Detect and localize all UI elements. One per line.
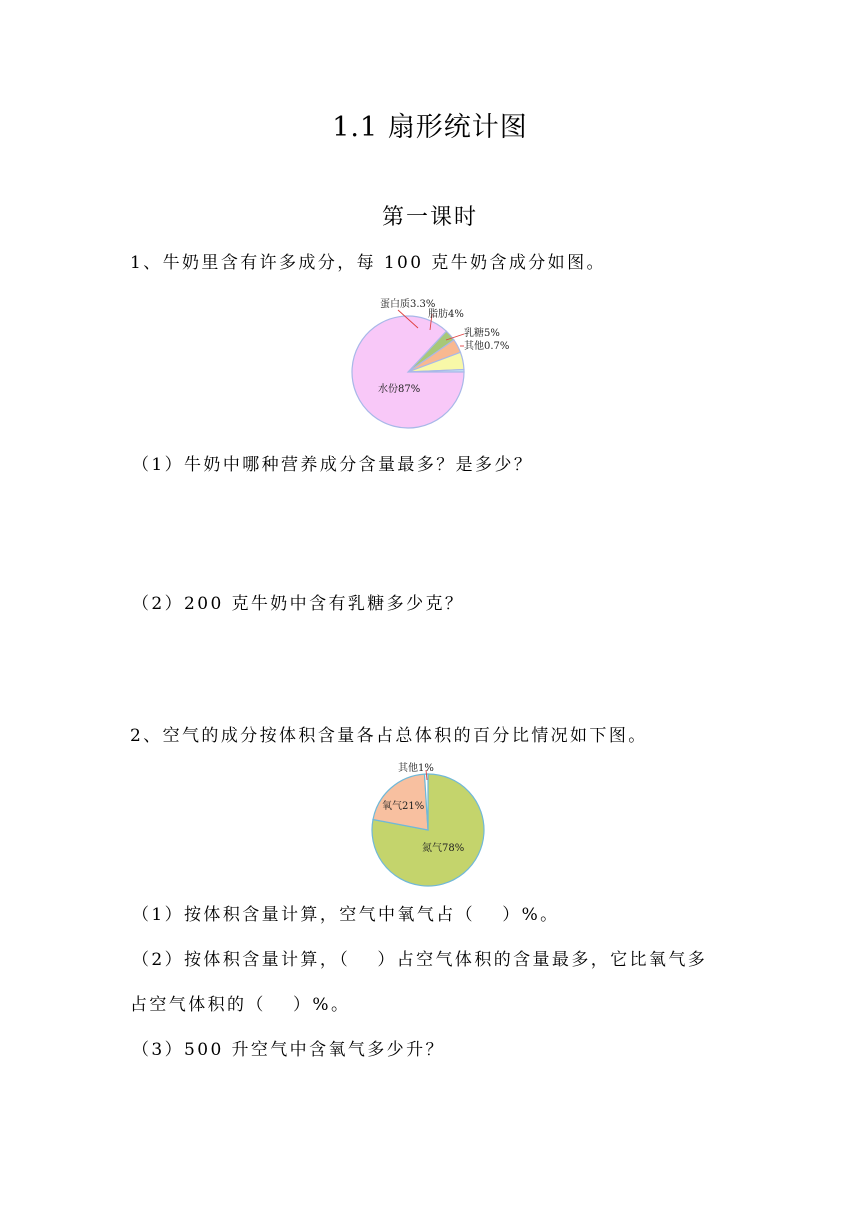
lesson-subtitle: 第一课时 (381, 205, 478, 230)
milk-pie-chart (340, 292, 520, 432)
question-2-stem: 2、空气的成分按体积含量各占总体积的百分比情况如下图。 (130, 726, 648, 746)
slice-label: 蛋白质3.3% (380, 299, 436, 310)
slice-label: 氧气21% (382, 801, 425, 812)
question-1-stem: 1、牛奶里含有许多成分，每 100 克牛奶含成分如图。 (130, 253, 606, 273)
slice-label: 其他1% (398, 763, 434, 774)
air-pie-chart (360, 758, 500, 890)
slice-label: 氮气78% (422, 843, 465, 854)
question-2-part-1: （1）按体积含量计算，空气中氧气占（ ）%。 (132, 905, 560, 925)
question-1-part-2: （2）200 克牛奶中含有乳糖多少克？ (132, 594, 465, 614)
question-2-part-2: （2）按体积含量计算，（ ）占空气体积的含量最多，它比氧气多 (132, 950, 708, 970)
slice-label: 其他0.7% (464, 341, 510, 352)
question-1-part-1: （1）牛奶中哪种营养成分含量最多？是多少？ (132, 455, 534, 475)
question-2-part-3: （3）500 升空气中含氧气多少升？ (132, 1040, 445, 1060)
question-2-part-2-cont: 占空气体积的（ ）%。 (130, 995, 351, 1015)
slice-label: 乳糖5% (464, 328, 500, 339)
slice-label: 脂肪4% (428, 309, 464, 320)
page-title: 1.1 扇形统计图 (332, 112, 528, 143)
slice-label: 水份87% (378, 384, 421, 395)
